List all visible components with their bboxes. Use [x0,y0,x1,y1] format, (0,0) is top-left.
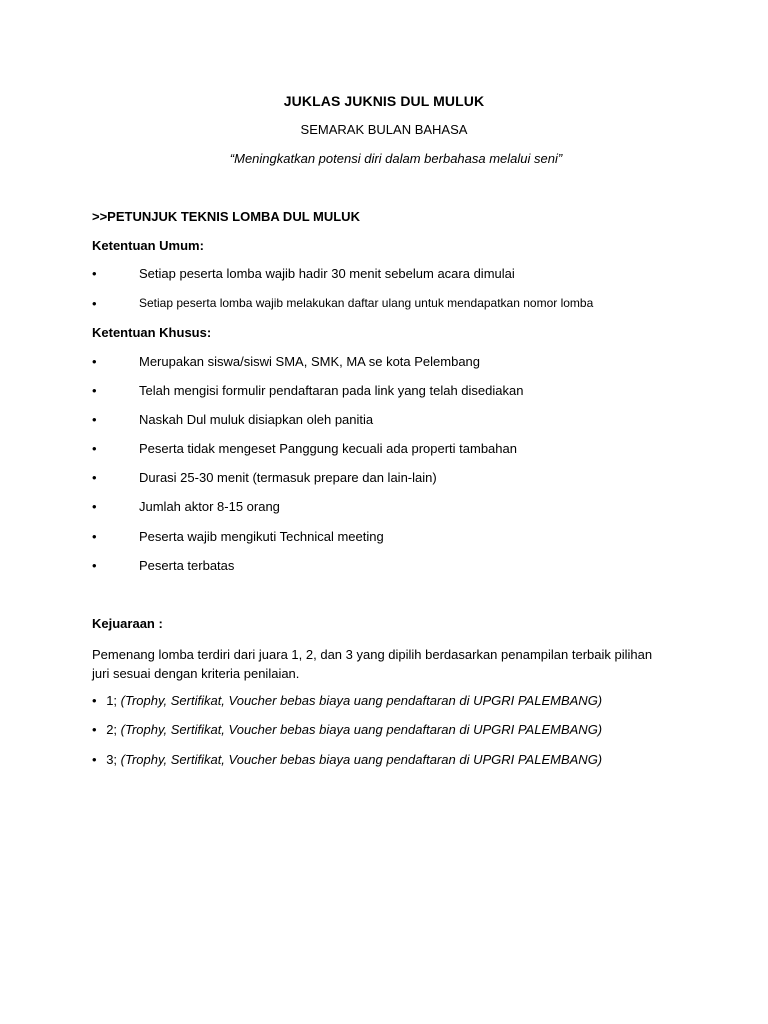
prize-item [92,722,602,737]
bullet-icon: • [92,266,97,281]
list-item-text: Durasi 25-30 menit (termasuk prepare dan lain-lain) [139,470,437,485]
bullet-icon: • [92,441,97,456]
kejuaraan-paragraph: Pemenang lomba terdiri dari juara 1, 2, dan 3 yang dipilih berdasarkan penampilan terbaik pilihan juri sesuai dengan kriteria penilaian. [92,647,653,681]
list-item-text: Setiap peserta lomba wajib hadir 30 menit sebelum acara dimulai [139,266,515,281]
document-title: JUKLAS JUKNIS DUL MULUK [283,93,485,109]
section-heading: >>PETUNJUK TEKNIS LOMBA DUL MULUK [92,209,360,224]
bullet-icon: • [92,499,97,514]
bullet-icon: • [92,529,97,544]
prize-rank: 2; [106,722,118,737]
list-item-text: Peserta tidak mengeset Panggung kecuali ada properti tambahan [139,441,517,456]
prize-item [92,693,602,708]
prize-item [92,752,602,767]
bullet-icon: • [92,722,97,737]
bullet-icon: • [92,470,97,485]
document-subtitle: SEMARAK BULAN BAHASA [300,122,468,137]
prize-rank: 3; [106,752,118,767]
ketentuan-khusus-heading: Ketentuan Khusus: [92,325,212,340]
bullet-icon: • [92,354,97,369]
bullet-icon: • [92,383,97,398]
list-item-text: Telah mengisi formulir pendaftaran pada link yang telah disediakan [139,383,524,398]
document-motto: “Meningkatkan potensi diri dalam berbahasa melalui seni” [229,151,563,166]
list-item-text: Naskah Dul muluk disiapkan oleh panitia [139,412,374,427]
prize-detail: (Trophy, Sertifikat, Voucher bebas biaya uang pendaftaran di UPGRI PALEMBANG) [120,752,603,767]
list-item-text: Jumlah aktor 8-15 orang [139,499,280,514]
bullet-icon: • [92,558,97,573]
bullet-icon: • [92,693,97,708]
bullet-icon: • [92,412,97,427]
list-item-text: Setiap peserta lomba wajib melakukan daftar ulang untuk mendapatkan nomor lomba [139,296,594,310]
prize-rank: 1; [106,693,118,708]
list-item-text: Merupakan siswa/siswi SMA, SMK, MA se kota Pelembang [139,354,481,369]
prize-detail: (Trophy, Sertifikat, Voucher bebas biaya uang pendaftaran di UPGRI PALEMBANG) [120,693,603,708]
list-item-text: Peserta wajib mengikuti Technical meeting [139,529,384,544]
kejuaraan-heading: Kejuaraan : [92,616,163,631]
bullet-icon: • [92,296,97,311]
prize-detail: (Trophy, Sertifikat, Voucher bebas biaya uang pendaftaran di UPGRI PALEMBANG) [120,722,603,737]
ketentuan-umum-heading: Ketentuan Umum: [92,238,204,253]
list-item-text: Peserta terbatas [139,558,235,573]
bullet-icon: • [92,752,97,767]
